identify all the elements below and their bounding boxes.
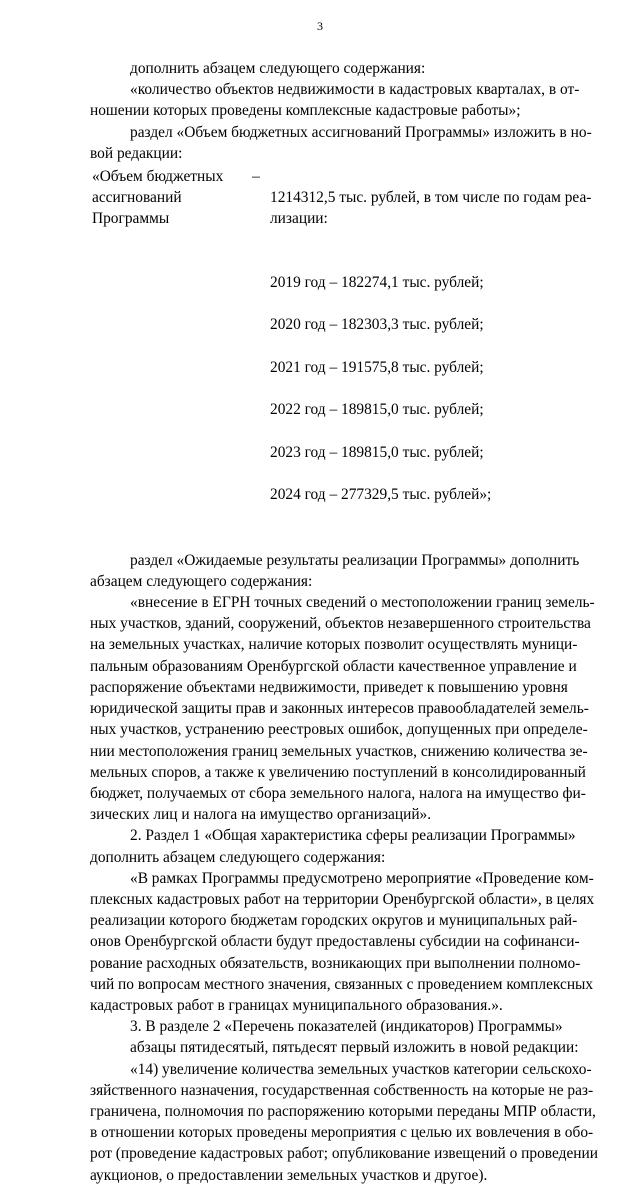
paragraph: абзацы пятидесятый, пятьдесят первый изложить в новой редакции: <box>130 1039 579 1057</box>
budget-years <box>270 251 598 527</box>
paragraph: «14) увеличение количества земельных участков категории сельскохо- зяйственного назначения, государственная собственность на которые не раз- граничена, полномочия по распоряжению которыми переданы МПР области, в отношении которых проведены мероприятия с целью их вовлечения в обо- рот (проведение кадастровых работ; опубликование извещений о проведении аукционов, о предоставлении земельных участков и другое). <box>90 1060 598 1184</box>
paragraph: «В рамках Программы предусмотрено мероприятие «Проведение ком- плексных кадастровых работ на территории Оренбургской области», в целях реализации которого бюджетам городских округов и муниципальных рай- онов Оренбургской области будут предоставлены субсидии на софинанси- рование расходных обязательств, возникающих при выполнении полномо- чий по вопросам местного значения, связанных с проведением комплексных кадастровых работ в границах муниципального образования.». <box>90 869 595 1014</box>
paragraph: «внесение в ЕГРН точных сведений о местоположении границ земель- ных участков, зданий, сооружений, объектов незавершенного строительства на земельных участках, наличие которых позволит осуществлять муници- пальным образованиям Оренбургской области качественное управление и распоряжение объектами недвижимости, приведет к повышению уровня юридической защиты прав и законных интересов правообладателей земель- ных участков, устранению реестровых ошибок, допущенных при определе- нии местоположения границ земельных участков, снижению количества зе- мельных споров, а также к увеличению поступлений в консолидированный бюджет, получаемых от сбора земельного налога, налога на имущество фи- зических лиц и налога на имущество организаций». <box>90 594 595 824</box>
paragraph: 2. Раздел 1 «Общая характеристика сферы реализации Программы» дополнить абзацем следующего содержания: <box>90 827 576 866</box>
budget-year-line: 2022 год – 189815,0 тыс. рублей; <box>270 401 484 419</box>
budget-year-line: 2024 год – 277329,5 тыс. рублей»; <box>270 486 492 504</box>
budget-year-line: 2019 год – 182274,1 тыс. рублей; <box>270 274 484 292</box>
paragraph: 3. В разделе 2 «Перечень показателей (индикаторов) Программы» <box>130 1018 563 1036</box>
budget-label: «Объем бюджетных ассигнований Программы <box>92 168 224 228</box>
budget-values <box>270 166 598 548</box>
budget-table <box>90 166 598 548</box>
document-body <box>90 58 598 1186</box>
paragraph: раздел «Объем бюджетных ассигнований Программы» изложить в но- вой редакции: <box>90 123 592 162</box>
paragraph: «количество объектов недвижимости в кадастровых кварталах, в от- ношении которых проведены комплексные кадастровые работы»; <box>90 81 580 120</box>
budget-dash: – <box>252 168 260 186</box>
budget-year-line: 2021 год – 191575,8 тыс. рублей; <box>270 358 484 376</box>
paragraph: раздел «Ожидаемые результаты реализации Программы» дополнить абзацем следующего содержания: <box>90 551 580 590</box>
budget-total: 1214312,5 тыс. рублей, в том числе по годам реа- лизации: <box>270 189 592 228</box>
paragraph: дополнить абзацем следующего содержания: <box>130 60 426 77</box>
budget-year-line: 2020 год – 182303,3 тыс. рублей; <box>270 316 484 334</box>
budget-year-line: 2023 год – 189815,0 тыс. рублей; <box>270 443 484 461</box>
page-number: 3 <box>317 19 323 33</box>
